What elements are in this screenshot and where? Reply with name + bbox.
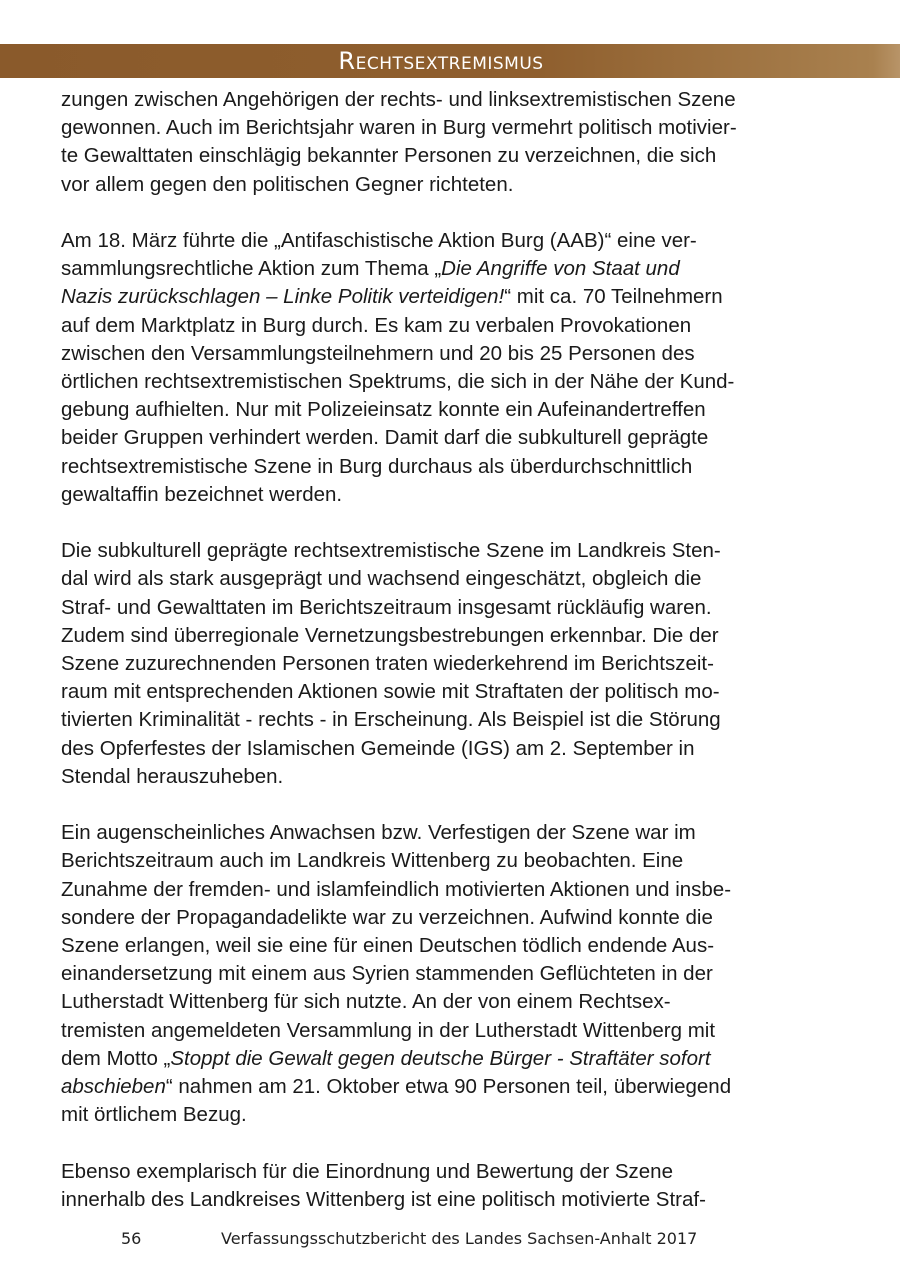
publication-title: Verfassungsschutzbericht des Landes Sachsen-Anhalt 2017 <box>221 1229 698 1248</box>
paragraph-1: zungen zwischen Angehörigen der rechts- und linksextremistischen Szene gewonnen. Auch im Berichtsjahr waren in Burg vermehrt politisch motivier- te Gewalttaten einschlägig bekannter Personen zu verzeichnen, die sich vor allem gegen den politischen Gegner richteten. <box>61 88 737 196</box>
section-title: Rechtsextremismus <box>338 47 544 75</box>
paragraph-2: Am 18. März führte die „Antifaschistische Aktion Burg (AAB)“ eine ver- sammlungsrechtliche Aktion zum Thema „Die Angriffe von Staat und Nazis zurückschlagen – Linke Politik verteidigen!“ mit ca. 70 Teilnehmern auf dem Marktplatz in Burg durch. Es kam zu verbalen Provokationen zwischen den Versammlungsteilnehmern und 20 bis 25 Personen des örtlichen rechtsextremistischen Spektrums, die sich in der Nähe der Kund- gebung aufhielten. Nur mit Polizeieinsatz konnte ein Aufeinandertreffen beider Gruppen verhindert werden. Damit darf die subkulturell geprägte rechtsextremistische Szene in Burg durchaus als überdurchschnittlich gewaltaffin bezeichnet werden. <box>61 229 735 506</box>
section-header-band <box>0 44 900 78</box>
body-text <box>61 86 841 1242</box>
page-number: 56 <box>121 1229 142 1248</box>
paragraph-4: Ein augenscheinliches Anwachsen bzw. Verfestigen der Szene war im Berichtszeitraum auch im Landkreis Wittenberg zu beobachten. Eine Zunahme der fremden- und islamfeindlich motivierten Aktionen und insbe- sondere der Propagandadelikte war zu verzeichnen. Aufwind konnte die Szene erlangen, weil sie eine für einen Deutschen tödlich endende Aus- einandersetzung mit einem aus Syrien stammenden Geflüchteten in der Lutherstadt Wittenberg für sich nutzte. An der von einem Rechtsex- tremisten angemeldeten Versammlung in der Lutherstadt Wittenberg mit dem Motto „Stoppt die Gewalt gegen deutsche Bürger - Straftäter sofort abschieben“ nahmen am 21. Oktober etwa 90 Personen teil, überwiegend mit örtlichem Bezug. <box>61 821 732 1127</box>
quoted-motto: Die Angriffe von Staat und Nazis zurückschlagen – Linke Politik verteidigen! <box>61 257 680 309</box>
quoted-motto: Stoppt die Gewalt gegen deutsche Bürger - Straftäter sofort abschieben <box>61 1046 711 1099</box>
paragraph-3: Die subkulturell geprägte rechtsextremistische Szene im Landkreis Sten- dal wird als stark ausgeprägt und wachsend eingeschätzt, obgleich die Straf- und Gewalttaten im Berichtszeitraum insgesamt rückläufig waren. Zudem sind überregionale Vernetzungsbestrebungen erkennbar. Die der Szene zuzurechnenden Personen traten wiederkehrend im Berichtszeit- raum mit entsprechenden Aktionen sowie mit Straftaten der politisch mo- tivierten Kriminalität - rechts - in Erscheinung. Als Beispiel ist die Störung des Opferfestes der Islamischen Gemeinde (IGS) am 2. September in Stendal herauszuheben. <box>61 539 721 788</box>
paragraph-5: Ebenso exemplarisch für die Einordnung und Bewertung der Szene innerhalb des Landkreises Wittenberg ist eine politisch motivierte Straf- <box>61 1159 706 1211</box>
page-footer <box>0 1229 900 1253</box>
